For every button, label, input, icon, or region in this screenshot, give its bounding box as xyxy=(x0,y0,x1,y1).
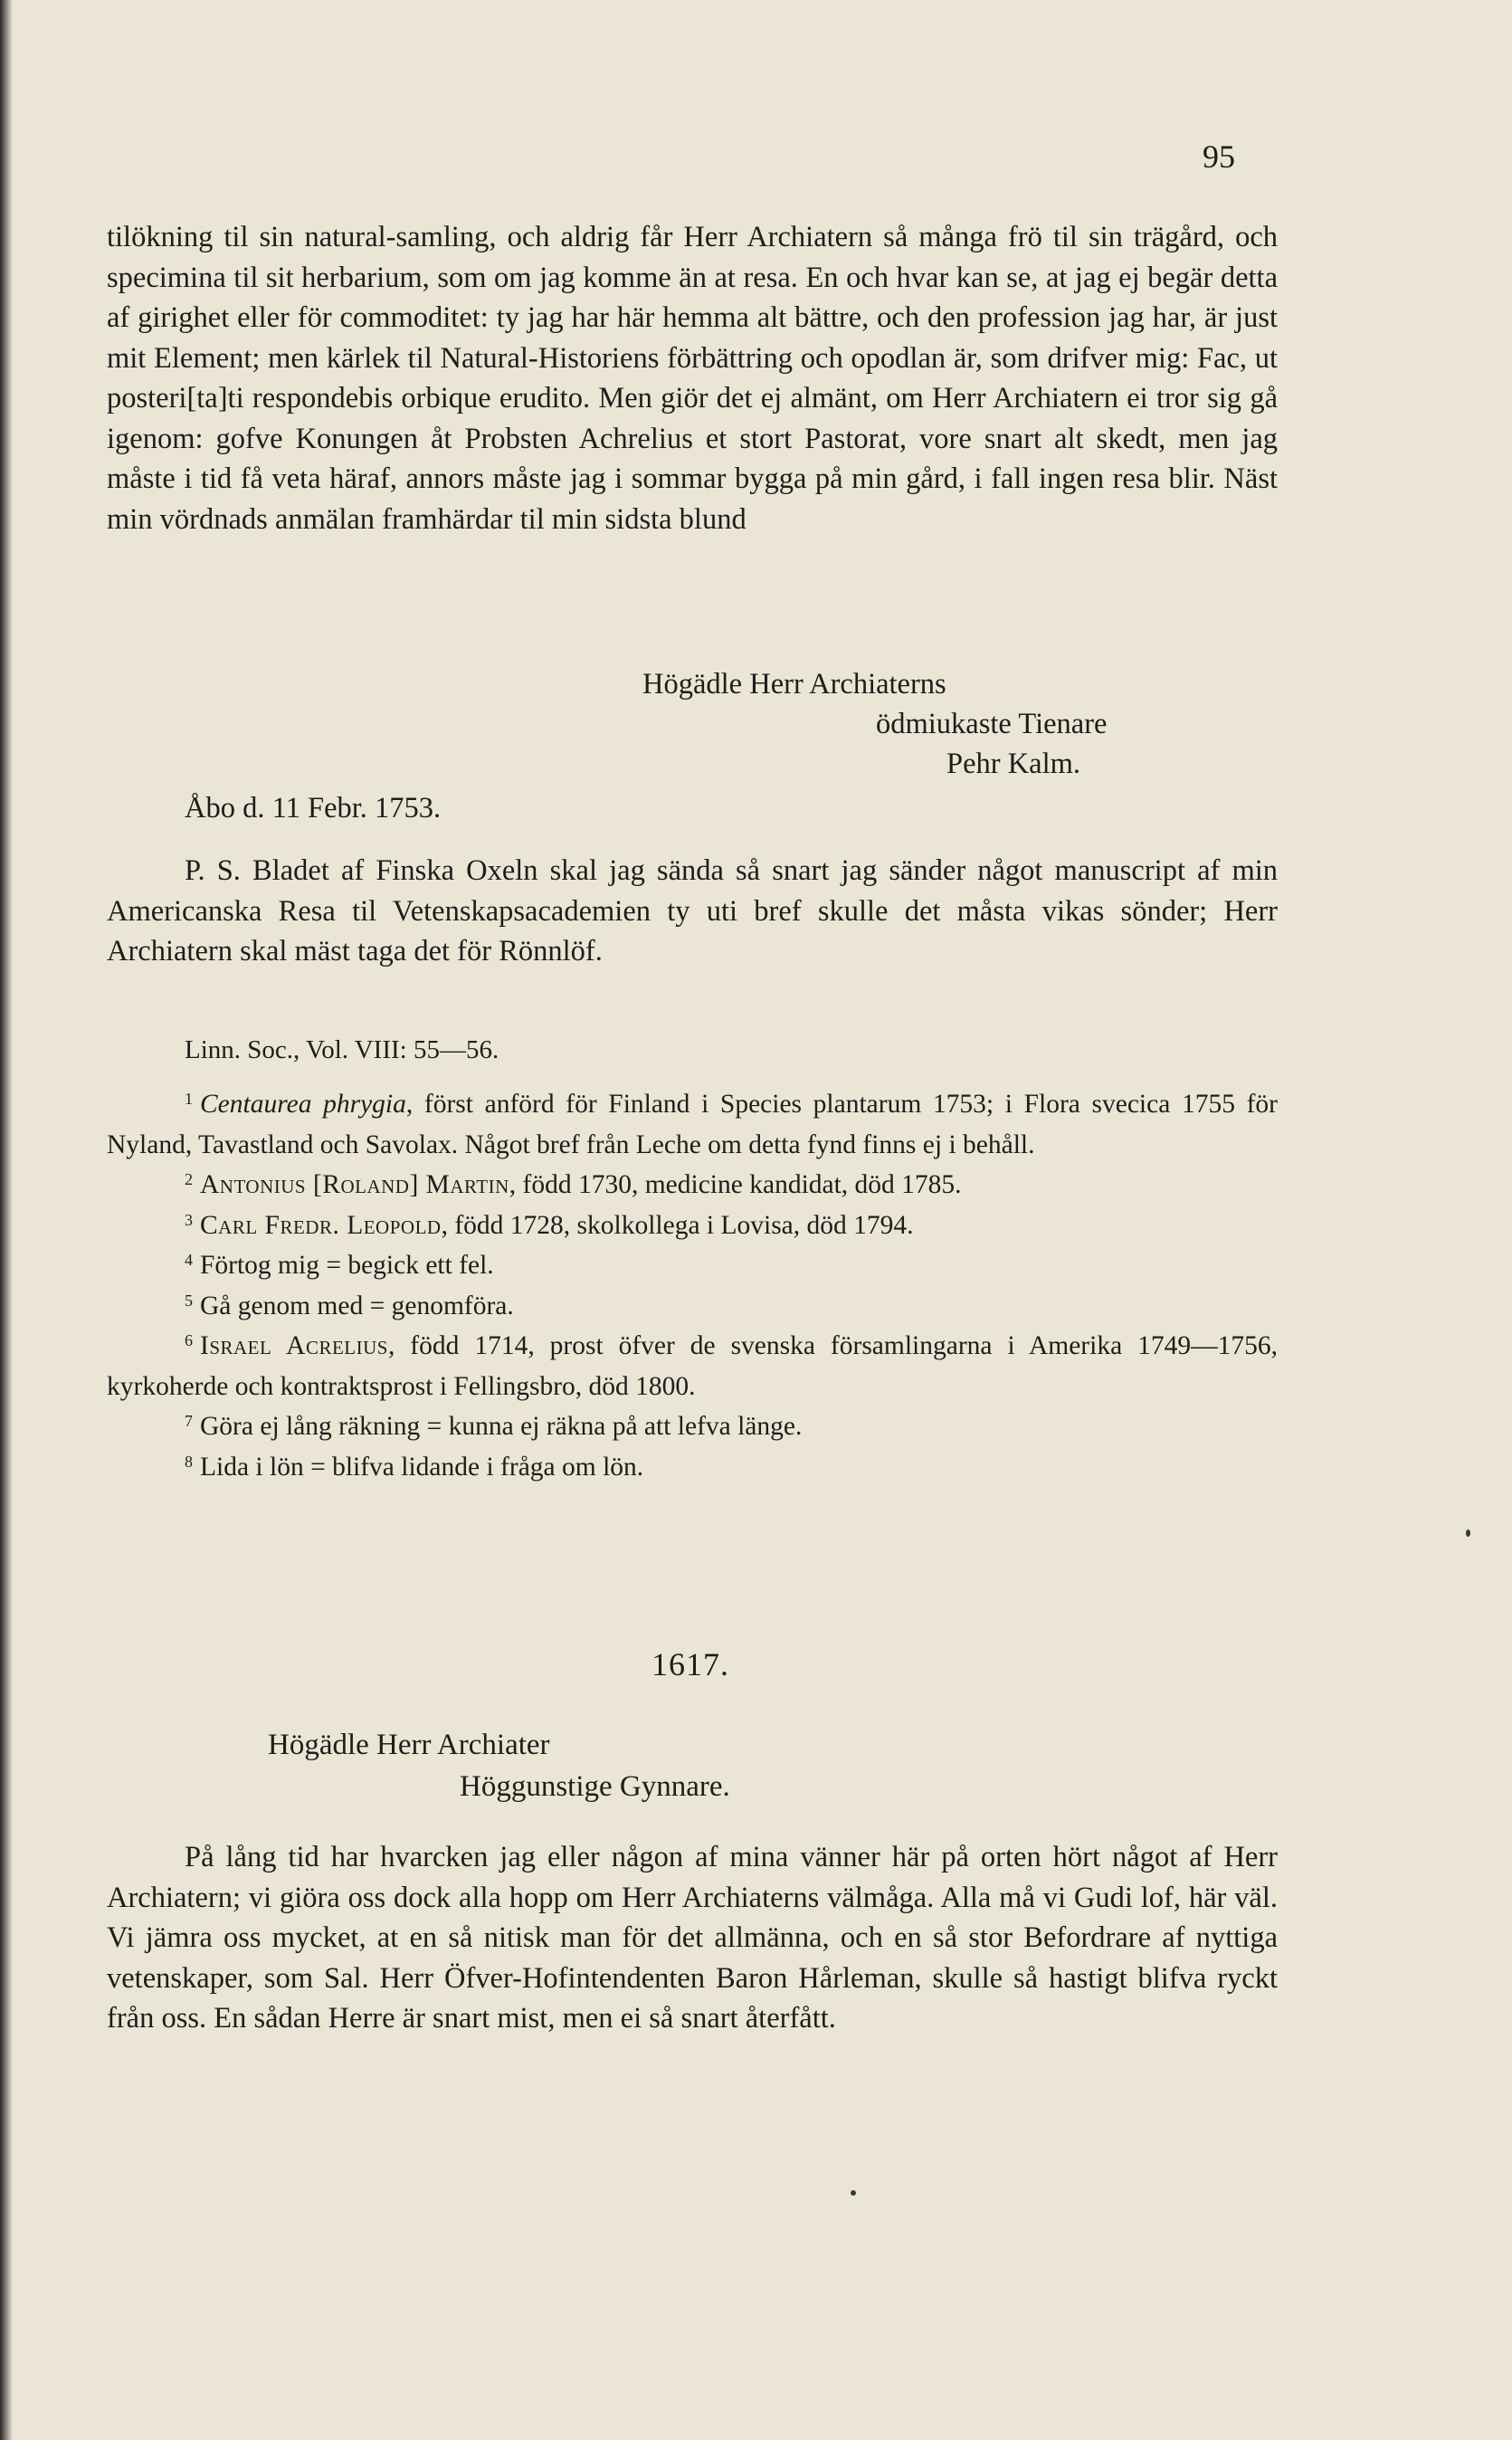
letter-body-continued xyxy=(107,217,1278,539)
footnote-number: 4 xyxy=(185,1251,193,1269)
signature: Pehr Kalm. xyxy=(946,748,1081,780)
print-speck xyxy=(1466,1530,1470,1537)
footnote-person: Antonius [Roland] Martin xyxy=(200,1170,509,1199)
footnote xyxy=(107,1326,1278,1406)
footnote xyxy=(107,1406,1278,1447)
letter-1617-paragraph: På lång tid har hvarcken jag eller någon af mina vänner här på orten hört något af Herr Archiatern; vi giöra oss dock alla hopp om Herr Archiaterns välmåga. Alla må vi Gudi lof, här väl. Vi jämra oss mycket, at en så nitisk man för det allmänna, och en så stor Befordrare af nyttiga vetenskaper, som Sal. Herr Öfver-Hofintendenten Baron Hårleman, skulle så hastigt blifva ryckt från oss. En sådan Herre är snart mist, men ei så snart återfått. xyxy=(107,1841,1278,2035)
footnote-number: 7 xyxy=(185,1412,193,1430)
footnote-text: Göra ej lång räkning = kunna ej räkna på att lefva länge. xyxy=(200,1412,803,1441)
footnotes xyxy=(107,1084,1278,1487)
source-citation: Linn. Soc., Vol. VIII: 55—56. xyxy=(185,1035,499,1064)
footnote-number: 3 xyxy=(185,1210,193,1229)
footnote-number: 6 xyxy=(185,1331,193,1349)
closing-line-1: Högädle Herr Archiaterns xyxy=(642,668,946,701)
salutation-line-2: Höggunstige Gynnare. xyxy=(460,1770,730,1803)
footnote-species: Centaurea phrygia xyxy=(200,1090,406,1119)
page-edge-shadow xyxy=(0,0,13,2440)
footnote-number: 1 xyxy=(185,1090,193,1108)
footnote-text: , född 1728, skolkollega i Lovisa, död 1794. xyxy=(441,1210,914,1240)
footnote-text: , född 1714, prost öfver de svenska församlingarna i Amerika 1749—1756, kyrkoherde och kontraktsprost i Fellingsbro, död 1800. xyxy=(107,1331,1278,1401)
footnote-person: Israel Acrelius xyxy=(200,1331,388,1360)
footnote-number: 2 xyxy=(185,1170,193,1188)
postscript xyxy=(107,851,1278,972)
postscript-text: P. S. Bladet af Finska Oxeln skal jag sända så snart jag sänder något manuscript af min Americanska Resa til Vetenskapsacademien ty uti bref skulle det måsta vikas sönder; Herr Archiatern skal mäst taga det för Rönnlöf. xyxy=(107,854,1278,967)
letter-number: 1617. xyxy=(651,1646,729,1682)
footnote-text: Gå genom med = genomföra. xyxy=(200,1291,514,1320)
closing-line-2: ödmiukaste Tienare xyxy=(876,708,1108,740)
letter-1617-body xyxy=(107,1837,1278,2039)
footnote xyxy=(107,1245,1278,1286)
footnote xyxy=(107,1286,1278,1327)
footnote xyxy=(107,1084,1278,1165)
page-number: 95 xyxy=(1203,138,1235,175)
footnote-number: 5 xyxy=(185,1291,193,1310)
footnote-text: , först anförd för Finland i Species plantarum 1753; i Flora svecica 1755 för Nyland, Tavastland och Savolax. Något bref från Leche om detta fynd finns ej i behåll. xyxy=(107,1090,1279,1159)
letter-paragraph: tilökning til sin natural-samling, och aldrig får Herr Archiatern så många frö til sin trägård, och specimina til sit herbarium, som om jag komme än at resa. En och hvar kan se, at jag ej begär detta af girighet eller för commoditet: ty jag har här hemma alt bättre, och den profession jag har, är just mit Element; men kärlek til Natural-Historiens förbättring och opodlan är, som drifver mig: Fac, ut posteri[ta]ti respondebis orbique erudito. Men giör det ej almänt, om Herr Archiatern ei tror sig gå igenom: gofve Konungen åt Probsten Achrelius et stort Pastorat, vore snart alt skedt, men jag måste i tid få veta häraf, annors måste jag i sommar bygga på min gård, i fall ingen resa blir. Näst min vördnads anmälan framhärdar til min sidsta blund xyxy=(107,221,1278,536)
footnote-number: 8 xyxy=(185,1452,193,1471)
footnote xyxy=(107,1165,1278,1206)
place-date: Åbo d. 11 Febr. 1753. xyxy=(185,792,442,824)
footnote xyxy=(107,1447,1278,1488)
print-speck xyxy=(851,2190,856,2196)
footnote-text: Lida i lön = blifva lidande i fråga om lön. xyxy=(200,1452,644,1482)
footnote-person: Carl Fredr. Leopold xyxy=(200,1210,442,1240)
footnote xyxy=(107,1206,1278,1246)
salutation-line-1: Högädle Herr Archiater xyxy=(268,1729,550,1761)
footnote-text: , född 1730, medicine kandidat, död 1785. xyxy=(509,1170,962,1199)
footnote-text: Förtog mig = begick ett fel. xyxy=(200,1251,494,1280)
